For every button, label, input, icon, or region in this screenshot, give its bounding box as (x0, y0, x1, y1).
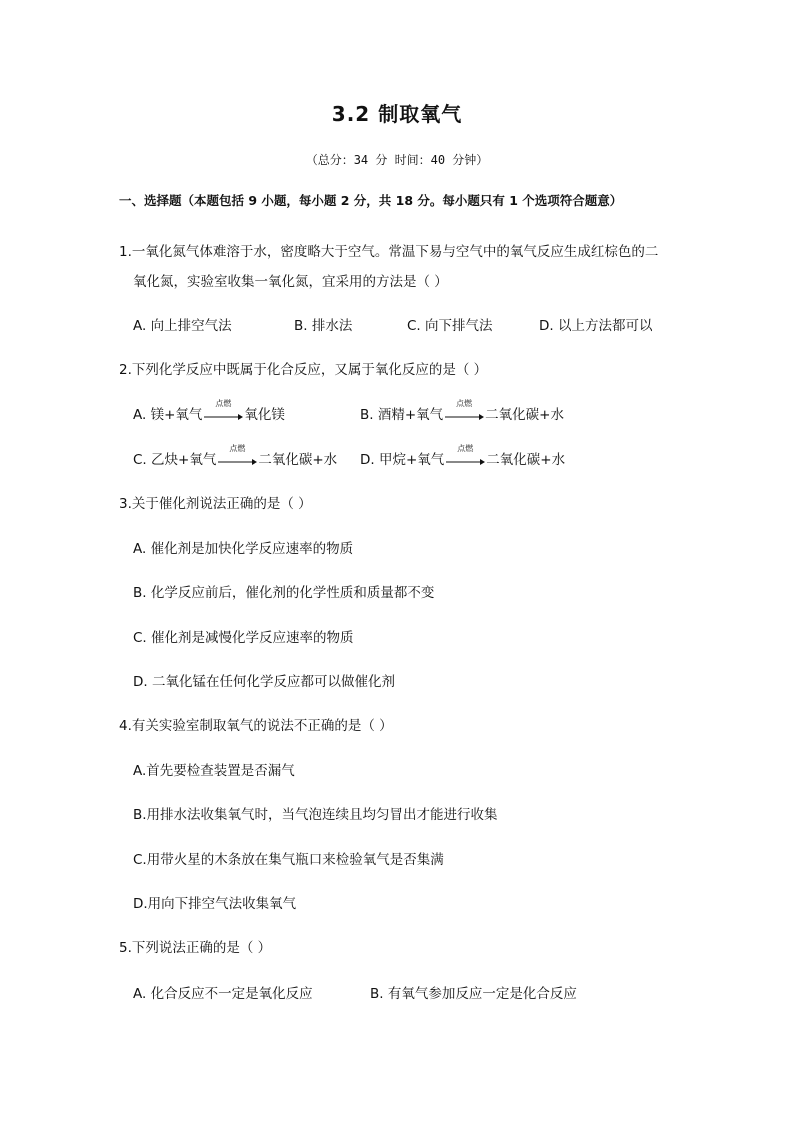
question-3-stem: 3.关于催化剂说法正确的是（ ） (119, 496, 312, 512)
question-3-option-a: A. 催化剂是加快化学反应速率的物质 (133, 541, 354, 557)
arrow-icon (203, 408, 243, 422)
question-3-option-c: C. 催化剂是减慢化学反应速率的物质 (133, 630, 354, 646)
question-1-option-c: C. 向下排气法 (407, 318, 493, 334)
question-1-stem-line2: 氧化氮，实验室收集一氧化氮，宜采用的方法是（ ） (133, 274, 448, 290)
question-5-stem: 5.下列说法正确的是（ ） (119, 940, 272, 956)
products: 二氧化碳+水 (486, 452, 566, 468)
reaction-arrow (445, 444, 485, 467)
question-2-option-c (133, 444, 338, 468)
question-2-option-a (133, 399, 285, 423)
reaction-arrow (203, 399, 243, 422)
reactants: D. 甲烷+氧气 (360, 452, 445, 468)
reactants: C. 乙炔+氧气 (133, 452, 217, 468)
question-4-option-a: A.首先要检查装置是否漏气 (133, 763, 295, 779)
question-4-option-b: B.用排水法收集氧气时，当气泡连续且均匀冒出才能进行收集 (133, 807, 498, 823)
question-4-option-c: C.用带火星的木条放在集气瓶口来检验氧气是否集满 (133, 852, 444, 868)
question-5-option-a: A. 化合反应不一定是氧化反应 (133, 986, 313, 1002)
reaction-condition: 点燃 (215, 399, 232, 408)
question-3-option-b: B. 化学反应前后，催化剂的化学性质和质量都不变 (133, 585, 435, 601)
question-1-option-a: A. 向上排空气法 (133, 318, 232, 334)
page-title: 3.2 制取氧气 (331, 102, 463, 126)
arrow-icon (217, 453, 257, 467)
products: 二氧化碳+水 (485, 407, 564, 423)
question-2-option-d (360, 444, 566, 468)
question-3-option-d: D. 二氧化锰在任何化学反应都可以做催化剂 (133, 674, 395, 690)
products: 氧化镁 (244, 407, 285, 423)
question-4-stem: 4.有关实验室制取氧气的说法不正确的是（ ） (119, 718, 393, 734)
question-1-option-d: D. 以上方法都可以 (539, 318, 653, 334)
reactants: A. 镁+氧气 (133, 407, 203, 423)
score-time-info: （总分：34 分 时间：40 分钟） (305, 153, 489, 167)
products: 二氧化碳+水 (258, 452, 338, 468)
reaction-condition: 点燃 (229, 444, 246, 453)
question-1-option-b: B. 排水法 (294, 318, 353, 334)
reactants: B. 酒精+氧气 (360, 407, 444, 423)
question-1-stem-line1: 1.一氧化氮气体难溶于水，密度略大于空气。常温下易与空气中的氧气反应生成红棕色的二 (119, 244, 659, 260)
question-4-option-d: D.用向下排空气法收集氧气 (133, 896, 297, 912)
question-2-stem: 2.下列化学反应中既属于化合反应，又属于氧化反应的是（ ） (119, 362, 488, 378)
question-5-option-b: B. 有氧气参加反应一定是化合反应 (370, 986, 577, 1002)
reaction-condition: 点燃 (457, 444, 474, 453)
reaction-condition: 点燃 (456, 399, 473, 408)
reaction-arrow (217, 444, 257, 467)
question-2-option-b (360, 399, 564, 423)
reaction-arrow (444, 399, 484, 422)
arrow-icon (445, 453, 485, 467)
section-heading: 一、选择题（本题包括 9 小题，每小题 2 分，共 18 分。每小题只有 1 个选项符合题意） (119, 193, 623, 208)
arrow-icon (444, 408, 484, 422)
